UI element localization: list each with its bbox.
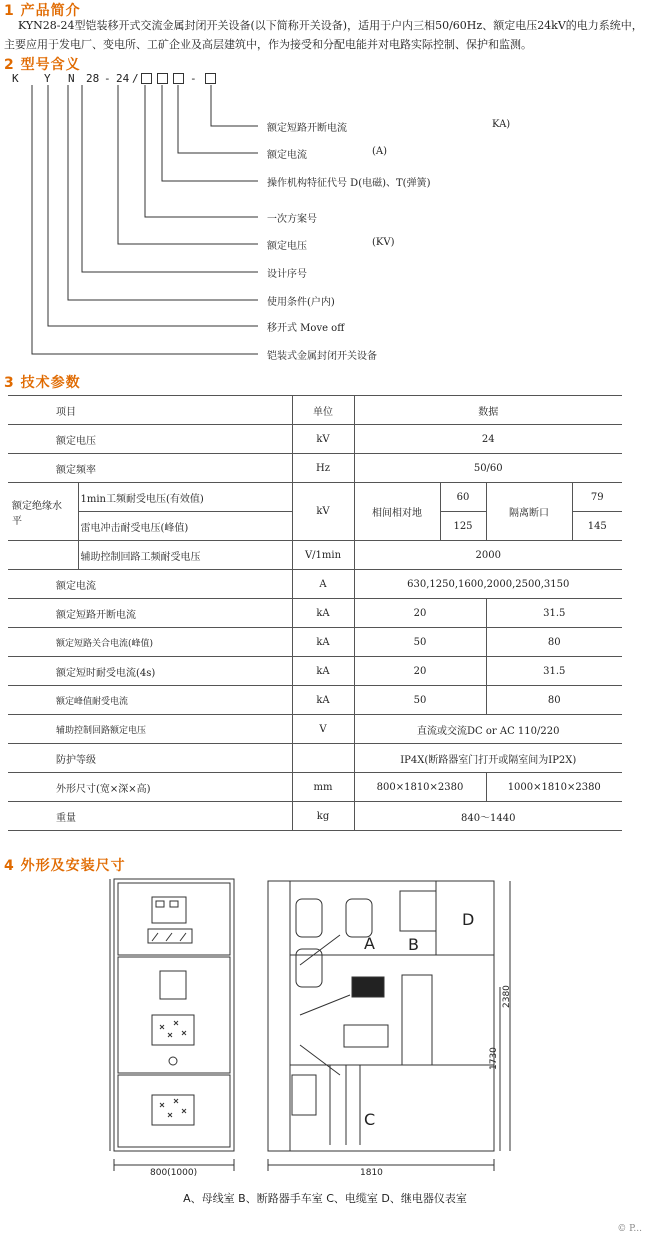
insulation-row1-label: 1min工频耐受电压(有效值) <box>78 483 292 512</box>
row-unit: A <box>292 570 354 599</box>
row-value-a: 20 <box>354 657 486 686</box>
header-item: 项目 <box>8 396 292 425</box>
row-value: 2000 <box>354 541 622 570</box>
insulation-unit: kV <box>292 483 354 541</box>
row-unit: mm <box>292 773 354 802</box>
code-dash-2: - <box>190 72 197 85</box>
drawing-caption: A、母线室 B、断路器手车室 C、电缆室 D、继电器仪表室 <box>183 1192 467 1205</box>
row-unit: kA <box>292 686 354 715</box>
row-unit: kA <box>292 628 354 657</box>
row-label: 额定短时耐受电流(4s) <box>8 657 292 686</box>
intro-text: KYN28-24型铠装移开式交流金属封闭开关设备(以下简称开关设备)，适用于户内三相50/60Hz、额定电压24kV的电力系统中，主要应用于发电厂、变电所、工矿企业及高层建筑中，作为接受和分配电能并对电路实际控制、保护和监测。 <box>4 19 643 51</box>
code-28: 28 <box>86 72 100 85</box>
front-view-drawing <box>100 875 245 1185</box>
row-value: 直流或交流DC or AC 110/220 <box>354 715 622 744</box>
table-row <box>8 599 622 628</box>
row-value-a: 50 <box>354 686 486 715</box>
room-b-label: B <box>408 935 419 954</box>
model-label-design: 设计序号 <box>267 269 307 280</box>
spec-table <box>8 395 622 831</box>
row-value-b: 31.5 <box>486 657 622 686</box>
row-value-b: 1000×1810×2380 <box>486 773 622 802</box>
side-depth-label: 1810 <box>360 1168 383 1178</box>
section-3-title: 3 技术参数 <box>4 375 81 391</box>
insulation-group-label: 额定绝缘水平 <box>8 483 78 541</box>
value-125: 125 <box>440 512 486 541</box>
inner-height-label: 1730 <box>489 1047 499 1070</box>
value-60: 60 <box>440 483 486 512</box>
table-row <box>8 570 622 599</box>
section-2-title: 2 型号含义 <box>4 57 81 73</box>
row-label: 额定短路关合电流(峰值) <box>8 628 292 657</box>
model-unit-breaking: KA) <box>492 119 511 130</box>
row-value-a: 50 <box>354 628 486 657</box>
code-dash: - <box>104 72 111 85</box>
table-row-insulation-1 <box>8 483 622 512</box>
isolation-break-label: 隔离断口 <box>486 483 572 541</box>
side-view-drawing <box>260 875 530 1185</box>
model-unit-current: (A) <box>372 146 388 157</box>
table-row <box>8 715 622 744</box>
section-1-title: 1 产品简介 <box>4 3 81 19</box>
room-c-label: C <box>364 1110 376 1129</box>
table-row <box>8 541 622 570</box>
height-label: 2380 <box>502 985 512 1008</box>
row-unit: V/1min <box>292 541 354 570</box>
row-unit <box>292 744 354 773</box>
model-label-mechanism: 操作机构特征代号 D(电磁)、T(弹簧) <box>267 178 431 189</box>
table-row <box>8 802 622 831</box>
row-value: 24 <box>354 425 622 454</box>
table-row <box>8 657 622 686</box>
row-value-b: 80 <box>486 628 622 657</box>
model-label-indoor: 使用条件(户内) <box>267 297 335 308</box>
table-row <box>8 686 622 715</box>
row-value-b: 31.5 <box>486 599 622 628</box>
row-label: 额定电压 <box>8 425 292 454</box>
table-row <box>8 744 622 773</box>
row-label: 额定电流 <box>8 570 292 599</box>
room-a-label: A <box>364 934 375 953</box>
insulation-row2-label: 雷电冲击耐受电压(峰值) <box>78 512 292 541</box>
table-header-row <box>8 396 622 425</box>
value-145: 145 <box>572 512 622 541</box>
row-label: 额定频率 <box>8 454 292 483</box>
row-label: 重量 <box>8 802 292 831</box>
row-unit: kA <box>292 657 354 686</box>
model-label-armored: 铠装式金属封闭开关设备 <box>267 351 377 362</box>
code-24: 24 <box>116 72 130 85</box>
row-value: 630,1250,1600,2000,2500,3150 <box>354 570 622 599</box>
header-unit: 单位 <box>292 396 354 425</box>
row-label: 辅助控制回路工频耐受电压 <box>78 541 292 570</box>
row-unit: kV <box>292 425 354 454</box>
model-label-moveoff: 移开式 Move off <box>267 323 345 334</box>
code-y: Y <box>44 72 51 85</box>
row-value-a: 800×1810×2380 <box>354 773 486 802</box>
row-value: 50/60 <box>354 454 622 483</box>
row-unit: kA <box>292 599 354 628</box>
code-slash: / <box>132 72 139 85</box>
table-row <box>8 628 622 657</box>
row-label: 辅助控制回路额定电压 <box>8 715 292 744</box>
code-k: K <box>12 72 19 85</box>
row-value: IP4X(断路器室门打开或隔室间为IP2X) <box>354 744 622 773</box>
row-value: 840～1440 <box>354 802 622 831</box>
header-data: 数据 <box>354 396 622 425</box>
row-label: 外形尺寸(宽×深×高) <box>8 773 292 802</box>
model-label-voltage: 额定电压 <box>267 241 307 252</box>
front-width-label: 800(1000) <box>150 1168 198 1178</box>
row-unit: Hz <box>292 454 354 483</box>
row-unit: kg <box>292 802 354 831</box>
model-unit-voltage: (KV) <box>372 237 395 248</box>
row-unit: V <box>292 715 354 744</box>
row-value-b: 80 <box>486 686 622 715</box>
row-value-a: 20 <box>354 599 486 628</box>
phase-to-ground-label: 相间相对地 <box>354 483 440 541</box>
row-label: 额定峰值耐受电流 <box>8 686 292 715</box>
table-row <box>8 454 622 483</box>
row-label: 防护等级 <box>8 744 292 773</box>
model-label-breaking: 额定短路开断电流 <box>267 123 347 134</box>
code-n: N <box>68 72 75 85</box>
table-row <box>8 773 622 802</box>
model-label-scheme: 一次方案号 <box>267 214 317 225</box>
row-label: 额定短路开断电流 <box>8 599 292 628</box>
footer-mark: © P... <box>617 1224 642 1234</box>
table-row <box>8 425 622 454</box>
section-4-title: 4 外形及安装尺寸 <box>4 858 126 874</box>
model-label-current: 额定电流 <box>267 150 307 161</box>
value-79: 79 <box>572 483 622 512</box>
room-d-label: D <box>462 910 475 929</box>
